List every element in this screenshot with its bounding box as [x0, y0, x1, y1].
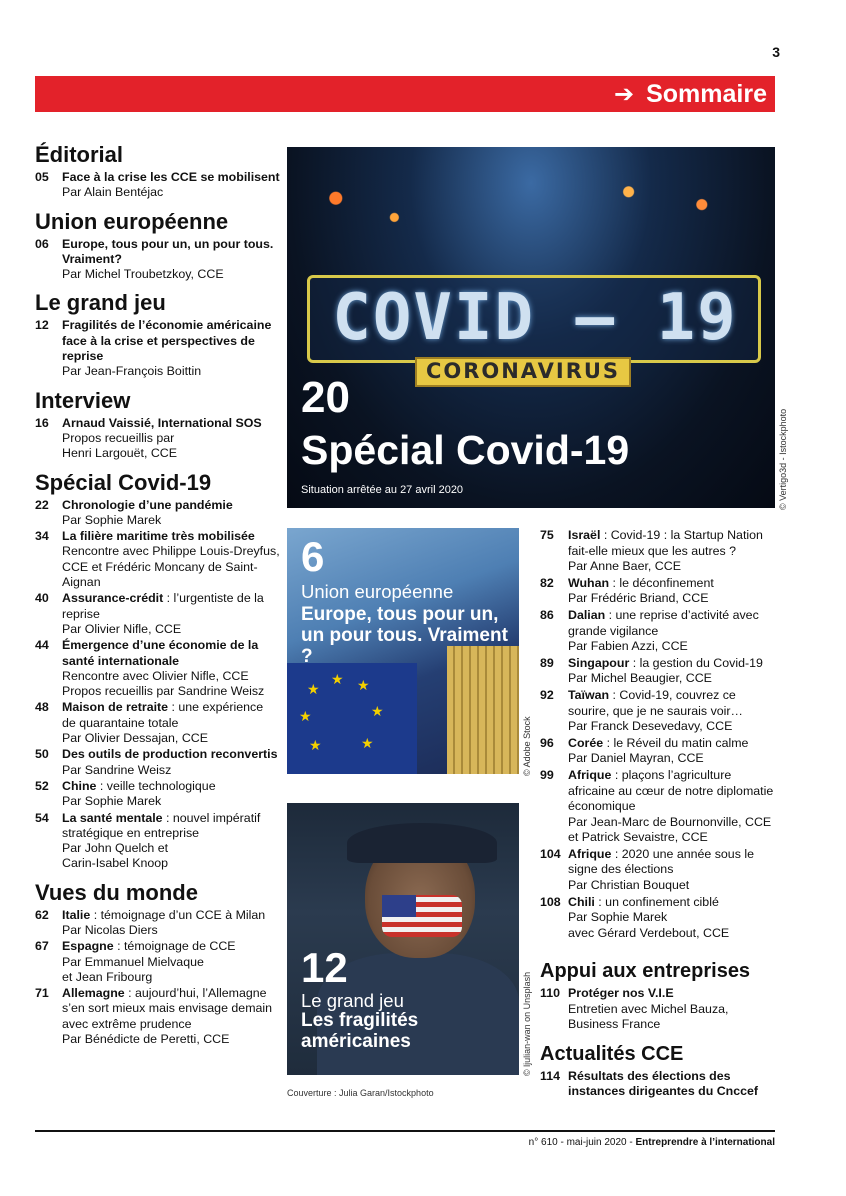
toc-page-number: 40: [35, 591, 49, 606]
toc-entry[interactable]: [35, 237, 280, 283]
footer-magazine: Entreprendre à l’international: [635, 1137, 775, 1148]
usa-section: Le grand jeu: [301, 990, 404, 1011]
toc-entry-title: Chine: [62, 778, 97, 793]
section-heading: Spécial Covid-19: [35, 469, 212, 495]
toc-entry[interactable]: [35, 416, 280, 462]
star-icon: ★: [361, 735, 374, 751]
toc-entry-desc: : plaçons l’agriculture africaine au cœur de notre diplomatie économique: [568, 767, 774, 814]
toc-entry-title: Maison de retraite: [62, 700, 169, 715]
toc-entry-author: Par Jean-Marc de Bournonville, CCE: [568, 814, 772, 829]
toc-entry-desc: : témoignage d’un CCE à Milan: [90, 907, 266, 922]
right-column-toc: [540, 528, 780, 942]
police-cap: [347, 823, 497, 863]
toc-section: [540, 958, 780, 1033]
left-column-toc: [35, 142, 280, 1055]
toc-entry-title: Des outils de production reconvertis: [62, 747, 278, 762]
toc-entry-author: avec Gérard Verdebout, CCE: [568, 925, 730, 940]
eu-photo-credit: © Adobe Stock: [522, 716, 532, 776]
eu-section: Union européenne: [301, 581, 454, 602]
toc-entry-desc: : une reprise d’activité avec grande vigilance: [568, 607, 759, 638]
toc-entry-title: Résultats des élections des instances dirigeantes du Cnccef: [568, 1068, 759, 1099]
toc-entry-author: Business France: [568, 1017, 661, 1032]
toc-entry-title: Arnaud Vaissié, International SOS: [62, 415, 262, 430]
toc-entry-title: Italie: [62, 907, 91, 922]
section-heading: Union européenne: [35, 208, 229, 234]
toc-entry[interactable]: [35, 779, 280, 810]
toc-section: [540, 1041, 780, 1100]
toc-entry-author: Par Christian Bouquet: [568, 878, 690, 893]
page-number: 3: [772, 44, 780, 60]
right-column-sections: [540, 958, 780, 1108]
covid-feature-image[interactable]: [287, 147, 775, 508]
toc-entry-author: Par Anne Baer, CCE: [568, 559, 681, 574]
star-icon: ★: [299, 708, 312, 724]
toc-page-number: 86: [540, 607, 554, 622]
toc-entry[interactable]: [35, 529, 280, 590]
toc-entry-title: Fragilités de l’économie américaine face à la crise et perspectives de reprise: [62, 318, 272, 364]
star-icon: ★: [371, 703, 384, 719]
toc-entry-desc: : le Réveil du matin calme: [603, 735, 749, 750]
section-heading: Le grand jeu: [35, 290, 166, 316]
section-heading: Actualités CCE: [540, 1042, 684, 1065]
toc-page-number: 89: [540, 655, 554, 670]
covid-feature-subtitle: Situation arrêtée au 27 avril 2020: [301, 484, 464, 496]
banner-title: Sommaire: [646, 79, 767, 108]
arrow-right-icon: ➔: [614, 80, 635, 108]
toc-entry[interactable]: [540, 1069, 780, 1100]
toc-section: [35, 880, 280, 1048]
coronavirus-label: CORONAVIRUS: [425, 359, 621, 383]
toc-entry[interactable]: [540, 986, 780, 1033]
toc-entry-title: La santé mentale: [62, 810, 163, 825]
toc-entry-title: Wuhan: [568, 575, 610, 590]
toc-page-number: 06: [35, 236, 49, 251]
toc-entry[interactable]: [35, 939, 280, 985]
toc-entry-title: Espagne: [62, 939, 114, 954]
toc-page-number: 22: [35, 497, 49, 512]
toc-page-number: 96: [540, 735, 554, 750]
toc-section: [35, 142, 280, 201]
toc-page-number: 92: [540, 687, 554, 702]
toc-entry-desc: : une expérience de quarantaine totale: [62, 700, 264, 730]
eu-title: Europe, tous pour un, un pour tous. Vraiment ?: [301, 604, 508, 667]
star-icon: ★: [357, 677, 370, 693]
flag-face-mask: [382, 895, 462, 937]
toc-entry-title: Afrique: [568, 846, 612, 861]
toc-page-number: 16: [35, 415, 49, 430]
toc-entry-author: Par Michel Beaugier, CCE: [568, 671, 712, 686]
toc-entry-author: Entretien avec Michel Bauza,: [568, 1001, 729, 1016]
toc-entry-author: Par Frédéric Briand, CCE: [568, 591, 709, 606]
toc-entry-desc: : le déconfinement: [609, 575, 714, 590]
toc-entry-title: Chili: [568, 894, 595, 909]
toc-entry-title: Afrique: [568, 767, 612, 782]
toc-entry-author: et Patrick Sevaistre, CCE: [568, 830, 708, 845]
toc-entry-author: Par Franck Desevedavy, CCE: [568, 719, 733, 734]
toc-entry-author: Par Sophie Marek: [62, 512, 162, 527]
toc-entry-desc: : 2020 une année sous le signe des élections: [568, 846, 754, 877]
toc-page-number: 54: [35, 810, 49, 825]
toc-entry-title: Corée: [568, 735, 604, 750]
toc-page-number: 104: [540, 846, 561, 861]
toc-page-number: 71: [35, 986, 49, 1001]
toc-page-number: 48: [35, 700, 49, 715]
toc-entry[interactable]: [35, 747, 280, 778]
toc-entry-author: Par Sophie Marek: [568, 910, 668, 925]
toc-entry-title: Émergence d’une économie de la santé internationale: [62, 638, 259, 668]
toc-entry-author: Propos recueillis par: [62, 430, 175, 445]
usa-feature-image[interactable]: [287, 803, 519, 1075]
star-icon: ★: [309, 737, 322, 753]
usa-photo-credit: © ljulian-wan on Unsplash: [522, 971, 532, 1076]
toc-entry-desc: : la gestion du Covid-19: [629, 655, 763, 670]
covid-page-number: 20: [301, 373, 350, 422]
footer-issue: n° 610 - mai-juin 2020 -: [528, 1137, 636, 1148]
toc-entry-title: Taïwan: [568, 687, 610, 702]
toc-page-number: 82: [540, 575, 554, 590]
toc-page-number: 05: [35, 170, 49, 184]
toc-entry[interactable]: [35, 498, 280, 529]
covid-sign-word: COVID – 19: [332, 281, 738, 355]
toc-page-number: 110: [540, 986, 560, 1000]
toc-entry[interactable]: [540, 847, 780, 894]
toc-page-number: 34: [35, 529, 49, 544]
toc-entry-author: Par Bénédicte de Peretti, CCE: [62, 1032, 230, 1047]
toc-entry-desc: : veille technologique: [96, 778, 216, 793]
star-icon: ★: [331, 671, 344, 687]
toc-entry[interactable]: [540, 688, 780, 735]
toc-entry-author: Par Olivier Nifle, CCE: [62, 621, 182, 636]
toc-section: [35, 388, 280, 462]
toc-entry-author: Carin-Isabel Knoop: [62, 856, 169, 871]
toc-page-number: 12: [35, 318, 49, 333]
toc-entry-author: Par Nicolas Diers: [62, 922, 158, 937]
toc-entry-author: Propos recueillis par Sandrine Weisz: [62, 684, 265, 699]
toc-entry-title: Dalian: [568, 607, 606, 622]
toc-entry-author: et Jean Fribourg: [62, 969, 153, 984]
toc-entry[interactable]: [35, 986, 280, 1047]
toc-entry[interactable]: [540, 768, 780, 846]
toc-entry-author: Par Michel Troubetzkoy, CCE: [62, 267, 224, 282]
usa-title: Les fragilités américaines: [301, 1010, 419, 1052]
star-icon: ★: [307, 681, 320, 697]
toc-entry-author: Rencontre avec Olivier Nifle, CCE: [62, 668, 249, 683]
toc-entry-author: Par Jean-François Boittin: [62, 364, 202, 379]
toc-entry[interactable]: [540, 895, 780, 942]
section-heading: Interview: [35, 387, 131, 413]
toc-entry[interactable]: [35, 908, 280, 939]
toc-entry[interactable]: [35, 700, 280, 746]
covid-feature-title: Spécial Covid-19: [301, 427, 630, 473]
sommaire-banner: [35, 76, 775, 112]
toc-entry[interactable]: [540, 736, 780, 767]
toc-entry-title: Europe, tous pour un, un pour tous. Vraiment?: [62, 236, 274, 266]
section-heading: Vues du monde: [35, 879, 198, 905]
toc-entry[interactable]: [540, 528, 780, 575]
toc-entry-author: Par Sophie Marek: [62, 794, 162, 809]
eu-page-number: 6: [301, 533, 325, 580]
toc-page-number: 114: [540, 1068, 560, 1083]
section-heading: Éditorial: [35, 142, 124, 167]
toc-entry-desc: : l’urgentiste de la reprise: [62, 591, 264, 621]
toc-entry-author: Henri Largouët, CCE: [62, 446, 178, 461]
covid-photo-credit: © Vertigo3d - Istockphoto: [778, 408, 788, 510]
toc-page-number: 67: [35, 939, 49, 954]
toc-page-number: 62: [35, 907, 49, 922]
toc-page-number: 99: [540, 767, 554, 782]
toc-entry-desc: : aujourd’hui, l’Allemagne s’en sort mieux mais envisage demain avec extrême prudence: [62, 986, 273, 1031]
toc-section: [35, 470, 280, 872]
toc-entry-title: Israël: [568, 528, 601, 542]
eu-feature-image[interactable]: [287, 528, 519, 774]
toc-entry-title: Assurance-crédit: [62, 591, 164, 606]
toc-page-number: 52: [35, 778, 49, 793]
toc-entry[interactable]: [35, 170, 280, 201]
toc-page-number: 108: [540, 894, 561, 909]
footer-divider: [35, 1130, 775, 1132]
usa-page-number: 12: [301, 944, 348, 991]
toc-entry-title: Chronologie d’une pandémie: [62, 497, 233, 512]
toc-entry-title: Face à la crise les CCE se mobilisent: [62, 170, 280, 184]
toc-entry[interactable]: [540, 576, 780, 607]
toc-entry-author: Par John Quelch et: [62, 841, 169, 856]
toc-entry[interactable]: [35, 318, 280, 379]
toc-page-number: 44: [35, 638, 49, 653]
toc-entry-title: Protéger nos V.I.E: [568, 986, 674, 1000]
toc-entry-author: Par Sandrine Weisz: [62, 762, 172, 777]
toc-entry[interactable]: [540, 656, 780, 687]
toc-entry-title: Singapour: [568, 655, 630, 670]
toc-entry[interactable]: [35, 591, 280, 637]
toc-section: [35, 209, 280, 283]
cover-credit: Couverture : Julia Garan/Istockphoto: [287, 1088, 434, 1098]
toc-entry-desc: : Covid-19 : la Startup Nation fait-elle mieux que les autres ?: [568, 528, 763, 558]
toc-entry[interactable]: [540, 608, 780, 655]
toc-entry-desc: : Covid-19, couvrez ce sourire, que je ne saurais voir…: [568, 687, 743, 718]
toc-entry[interactable]: [35, 638, 280, 699]
toc-entry-author: Rencontre avec Philippe Louis-Dreyfus, CCE et Frédéric Moncany de Saint-Aignan: [62, 544, 280, 590]
toc-entry-desc: : un confinement ciblé: [594, 894, 719, 909]
toc-entry-author: Par Alain Bentéjac: [62, 185, 164, 200]
toc-section: [35, 290, 280, 379]
toc-entry-author: Par Emmanuel Mielvaque: [62, 954, 204, 969]
section-heading: Appui aux entreprises: [540, 960, 751, 982]
toc-entry[interactable]: [35, 811, 280, 872]
toc-page-number: 75: [540, 528, 554, 542]
toc-entry-title: La filière maritime très mobilisée: [62, 529, 255, 544]
toc-page-number: 50: [35, 747, 49, 762]
toc-entry-desc: : nouvel impératif stratégique en entreprise: [62, 810, 261, 840]
toc-entry-author: Par Fabien Azzi, CCE: [568, 639, 688, 654]
toc-entry-title: Allemagne: [62, 986, 125, 1001]
toc-entry-author: Par Daniel Mayran, CCE: [568, 751, 704, 766]
eu-flag: [287, 663, 417, 774]
toc-entry-author: Par Olivier Dessajan, CCE: [62, 731, 208, 746]
footer: [35, 1137, 775, 1148]
lights-decoration: [287, 147, 775, 275]
toc-entry-desc: : témoignage de CCE: [113, 939, 236, 954]
